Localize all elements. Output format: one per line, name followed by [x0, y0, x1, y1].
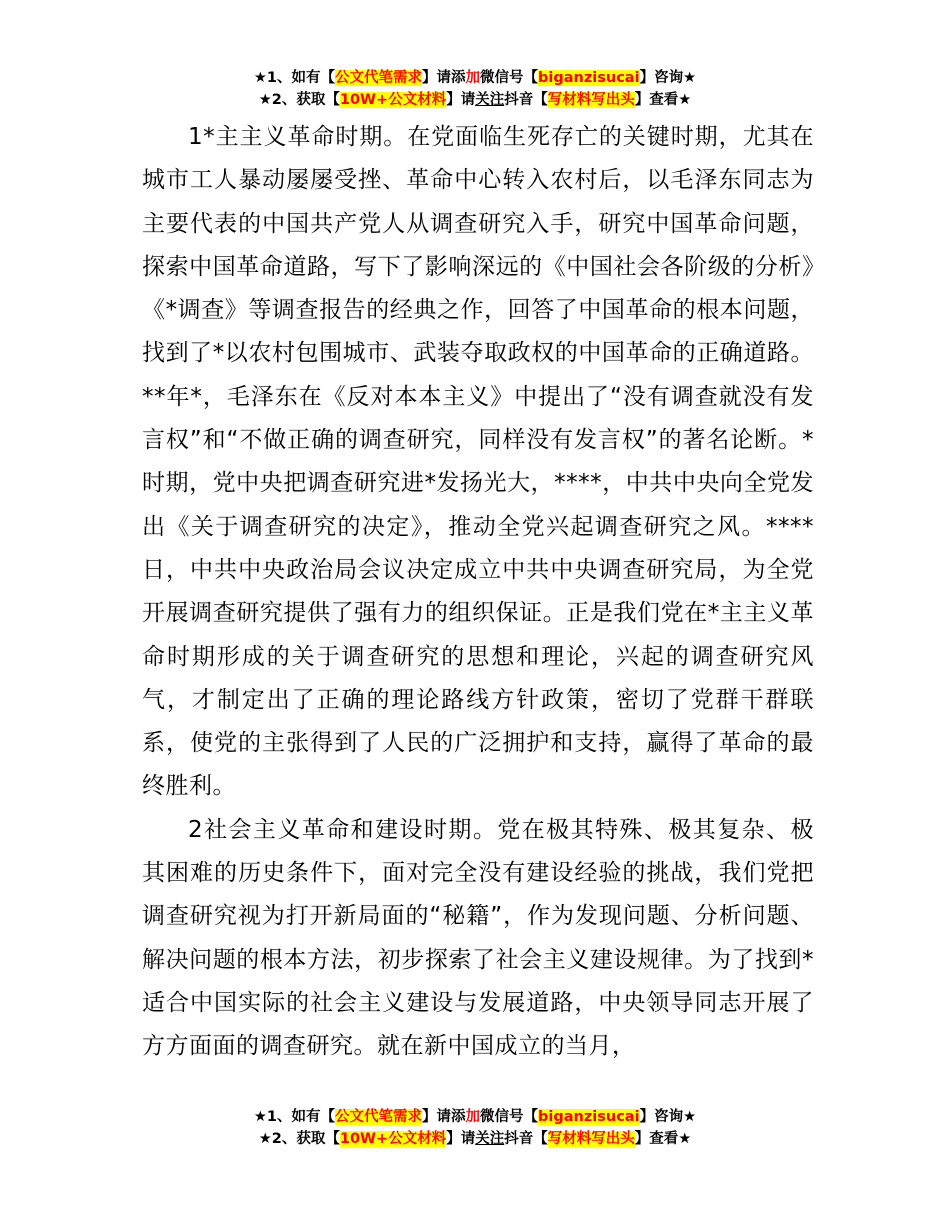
banner-text: 抖音【 [504, 92, 548, 108]
banner-text: 1、如有【 [266, 1109, 336, 1125]
highlight-douyin-id: 写材料写出头 [547, 92, 635, 108]
footer-banner [0, 1106, 950, 1150]
banner-text: 微信号【 [480, 70, 539, 86]
header-banner [0, 67, 950, 111]
banner-line-1 [0, 1106, 950, 1128]
star-icon: ★ [253, 1109, 267, 1125]
banner-line-1 [0, 67, 950, 89]
banner-emphasis: 关注 [475, 1131, 505, 1147]
banner-text: 2、获取【 [271, 1131, 340, 1147]
banner-text: 】请添 [422, 1109, 466, 1125]
banner-text: 1、如有【 [266, 70, 336, 86]
banner-text: 】咨询★ [639, 70, 697, 86]
banner-text: 】查看★ [634, 1131, 692, 1147]
banner-emphasis: 加 [465, 1109, 481, 1125]
highlight-materials: 10W+公文材料 [339, 92, 447, 108]
highlight-materials: 10W+公文材料 [339, 1131, 447, 1147]
document-body [142, 116, 814, 1069]
star-icon: ★ [253, 70, 267, 86]
highlight-service: 公文代笔需求 [335, 1109, 423, 1125]
paragraph-2: 2社会主义革命和建设时期。党在极其特殊、极其复杂、极其困难的历史条件下，面对完全没有建设经验的挑战，我们党把调查研究视为打开新局面的“秘籍”，作为发现问题、分析问题、解决问题的根本方法，初步探索了社会主义建设规律。为了找到*适合中国实际的社会主义建设与发展道路，中央领导同志开展了方方面面的调查研究。就在新中国成立的当月， [142, 816, 814, 1060]
highlight-service: 公文代笔需求 [335, 70, 423, 86]
highlight-wechat-id: biganzisucai [538, 1109, 640, 1125]
banner-line-2 [0, 1128, 950, 1150]
banner-text: 】请 [446, 1131, 476, 1147]
highlight-wechat-id: biganzisucai [538, 70, 640, 86]
paragraph-1: 1*主主义革命时期。在党面临生死存亡的关键时期，尤其在城市工人暴动屡屡受挫、革命中心转入农村后，以毛泽东同志为主要代表的中国共产党人从调查研究入手，研究中国革命问题，探索中国革命道路，写下了影响深远的《中国社会各阶级的分析》《*调查》等调查报告的经典之作，回答了中国革命的根本问题，找到了*以农村包围城市、武装夺取政权的中国革命的正确道路。**年*，毛泽东在《反对本本主义》中提出了“没有调查就没有发言权”和“不做正确的调查研究，同样没有发言权”的著名论断。*时期，党中央把调查研究进*发扬光大，****，中共中央向全党发出《关于调查研究的决定》，推动全党兴起调查研究之风。****日，中共中央政治局会议决定成立中共中央调查研究局，为全党开展调查研究提供了强有力的组织保证。正是我们党在*主主义革命时期形成的关于调查研究的思想和理论，兴起的调查研究风气，才制定出了正确的理论路线方针政策，密切了党群干群联系，使党的主张得到了人民的广泛拥护和支持，赢得了革命的最终胜利。 [142, 124, 814, 800]
banner-text: 】查看★ [634, 92, 692, 108]
banner-text: 2、获取【 [271, 92, 340, 108]
banner-text: 】咨询★ [639, 1109, 697, 1125]
highlight-douyin-id: 写材料写出头 [547, 1131, 635, 1147]
banner-text: 微信号【 [480, 1109, 539, 1125]
banner-text: 抖音【 [504, 1131, 548, 1147]
banner-emphasis: 关注 [475, 92, 505, 108]
banner-line-2 [0, 89, 950, 111]
banner-emphasis: 加 [465, 70, 481, 86]
star-icon: ★ [258, 92, 272, 108]
star-icon: ★ [258, 1131, 272, 1147]
banner-text: 】请 [446, 92, 476, 108]
banner-text: 】请添 [422, 70, 466, 86]
